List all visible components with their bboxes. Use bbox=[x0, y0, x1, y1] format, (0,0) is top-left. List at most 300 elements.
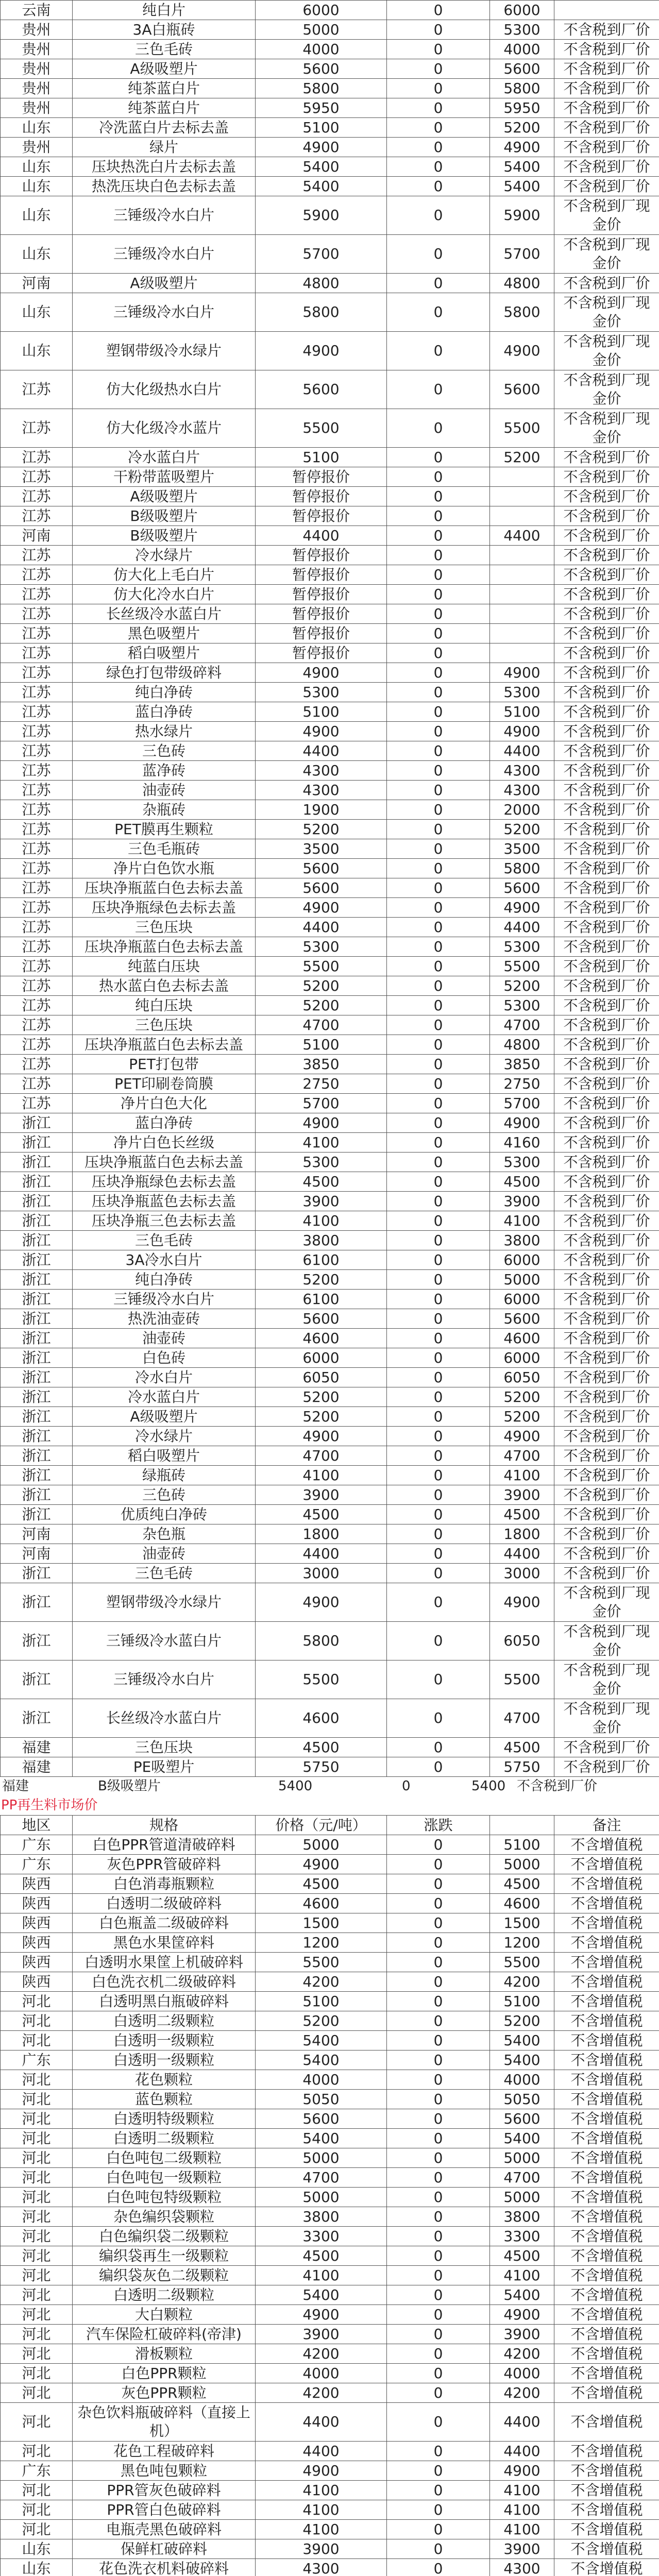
price-cell: 4000 bbox=[256, 2364, 387, 2383]
prev-price-cell: 3850 bbox=[490, 1055, 554, 1074]
note-cell: 不含税到厂价 bbox=[554, 506, 659, 526]
table-row bbox=[1, 409, 659, 448]
change-cell: 0 bbox=[387, 781, 490, 800]
price-cell: 3850 bbox=[256, 1055, 387, 1074]
prev-price-cell bbox=[490, 467, 554, 487]
note-cell: 不含增值税 bbox=[554, 2246, 659, 2266]
spec-cell: PPR管白色破碎料 bbox=[73, 2500, 256, 2520]
spec-cell: 三锤级冷水白片 bbox=[73, 293, 256, 332]
region-cell: 河北 bbox=[1, 2266, 73, 2285]
spec-cell: 花色洗衣机料破碎料 bbox=[73, 2559, 256, 2576]
region-cell: 河北 bbox=[1, 1992, 73, 2011]
region-cell: 浙江 bbox=[1, 1211, 73, 1231]
spec-cell: 长丝级冷水蓝白片 bbox=[73, 604, 256, 624]
change-cell: 0 bbox=[387, 2539, 490, 2559]
note-cell: 不含税到厂价 bbox=[554, 781, 659, 800]
price-cell: 4100 bbox=[256, 2481, 387, 2500]
prev-price-cell: 5300 bbox=[490, 996, 554, 1015]
spec-cell: 冷洗蓝白片去标去盖 bbox=[73, 118, 256, 138]
region-cell: 陕西 bbox=[1, 1874, 73, 1894]
prev-price-cell: 5600 bbox=[490, 1309, 554, 1329]
change-cell: 0 bbox=[387, 839, 490, 859]
change-cell: 0 bbox=[387, 2383, 490, 2403]
prev-price-cell: 5600 bbox=[490, 59, 554, 79]
prev-price-cell: 6000 bbox=[490, 1290, 554, 1309]
price-cell: 4200 bbox=[256, 1972, 387, 1992]
change-cell: 0 bbox=[387, 2207, 490, 2227]
price-cell: 5750 bbox=[256, 1757, 387, 1777]
region-cell: 江苏 bbox=[1, 604, 73, 624]
spec-cell: 热洗压块白色去标去盖 bbox=[73, 177, 256, 196]
price-cell: 4500 bbox=[256, 1172, 387, 1192]
table-row bbox=[1, 2461, 659, 2481]
price-cell: 5800 bbox=[256, 1622, 387, 1660]
change-cell: 0 bbox=[387, 2403, 490, 2442]
note-cell: 不含增值税 bbox=[554, 2500, 659, 2520]
prev-price-cell: 4900 bbox=[490, 2305, 554, 2325]
change-cell: 0 bbox=[387, 448, 490, 467]
spec-cell: 三色毛瓶砖 bbox=[73, 839, 256, 859]
spec-cell: 热水绿片 bbox=[73, 722, 256, 741]
prev-price-cell: 5050 bbox=[490, 2090, 554, 2109]
note-cell: 不含增值税 bbox=[554, 2129, 659, 2148]
prev-price-cell: 6000 bbox=[490, 1348, 554, 1368]
price-cell: 5400 bbox=[256, 2031, 387, 2050]
prev-price-cell: 5400 bbox=[490, 177, 554, 196]
note-cell: 不含税到厂价 bbox=[554, 1564, 659, 1583]
spec-cell: 白色编织袋二级颗粒 bbox=[73, 2227, 256, 2246]
spec-cell: 绿色打包带级碎料 bbox=[73, 663, 256, 683]
spec-cell: B级吸塑片 bbox=[73, 506, 256, 526]
change-cell: 0 bbox=[387, 506, 490, 526]
spec-cell: 纯茶蓝白片 bbox=[73, 79, 256, 98]
change-cell: 0 bbox=[387, 1015, 490, 1035]
price-cell: 5300 bbox=[256, 1153, 387, 1172]
table-row bbox=[1, 1387, 659, 1407]
prev-price-cell: 4900 bbox=[490, 663, 554, 683]
note-cell: 不含增值税 bbox=[554, 2481, 659, 2500]
region-cell: 浙江 bbox=[1, 1505, 73, 1524]
change-cell: 0 bbox=[387, 1074, 490, 1094]
region-cell: 浙江 bbox=[1, 1660, 73, 1699]
region-cell: 贵州 bbox=[1, 138, 73, 157]
change-cell: 0 bbox=[387, 1874, 490, 1894]
note-cell: 不含增值税 bbox=[554, 2050, 659, 2070]
prev-price-cell: 4200 bbox=[490, 2344, 554, 2364]
note-cell: 不含增值税 bbox=[554, 2266, 659, 2285]
spec-cell: PET打包带 bbox=[73, 1055, 256, 1074]
note-cell: 不含增值税 bbox=[554, 1913, 659, 1933]
table-row bbox=[1, 1972, 659, 1992]
prev-price-cell: 4400 bbox=[490, 2403, 554, 2442]
note-cell: 不含税到厂价 bbox=[554, 59, 659, 79]
note-cell bbox=[554, 1, 659, 20]
note-cell: 不含增值税 bbox=[554, 2031, 659, 2050]
spec-cell: 绿片 bbox=[73, 138, 256, 157]
table-row bbox=[1, 1368, 659, 1387]
region-cell: 山东 bbox=[1, 157, 73, 177]
change-cell: 0 bbox=[387, 98, 490, 118]
note-cell: 不含增值税 bbox=[554, 2539, 659, 2559]
note-cell: 不含税到厂价 bbox=[554, 79, 659, 98]
table-row bbox=[1, 859, 659, 878]
change-cell: 0 bbox=[387, 370, 490, 409]
note-cell: 不含增值税 bbox=[554, 1972, 659, 1992]
note-cell: 不含增值税 bbox=[554, 2148, 659, 2168]
price-cell: 5600 bbox=[256, 1309, 387, 1329]
price-cell: 5400 bbox=[256, 2050, 387, 2070]
table-row bbox=[1, 2285, 659, 2305]
note-cell: 不含税到厂价 bbox=[554, 467, 659, 487]
region-cell: 江苏 bbox=[1, 937, 73, 957]
region-cell: 广东 bbox=[1, 2461, 73, 2481]
change-cell: 0 bbox=[387, 1757, 490, 1777]
region-cell: 浙江 bbox=[1, 1583, 73, 1622]
price-cell: 5800 bbox=[256, 293, 387, 332]
note-cell: 不含增值税 bbox=[554, 2305, 659, 2325]
price-cell: 3500 bbox=[256, 839, 387, 859]
note-cell: 不含增值税 bbox=[554, 2285, 659, 2305]
table-row bbox=[1, 624, 659, 643]
table-row bbox=[1, 1250, 659, 1270]
price-cell: 5600 bbox=[256, 59, 387, 79]
note-cell: 不含税到厂价 bbox=[554, 1466, 659, 1485]
change-cell: 0 bbox=[387, 741, 490, 761]
price-cell: 4900 bbox=[256, 1855, 387, 1874]
price-cell: 3900 bbox=[256, 1192, 387, 1211]
price-cell: 4300 bbox=[256, 2559, 387, 2576]
prev-price-cell: 5000 bbox=[490, 1855, 554, 1874]
spec-cell: 汽车保险杠破碎料(帝津) bbox=[73, 2325, 256, 2344]
price-cell: 4000 bbox=[256, 2070, 387, 2090]
prev-price-cell: 5200 bbox=[490, 820, 554, 839]
region-cell: 河北 bbox=[1, 2129, 73, 2148]
change-cell: 0 bbox=[387, 1231, 490, 1250]
note-cell: 不含税到厂价 bbox=[554, 177, 659, 196]
spec-cell: 冷水绿片 bbox=[73, 546, 256, 565]
price-cell: 3900 bbox=[256, 1485, 387, 1505]
table-row bbox=[1, 1622, 659, 1660]
region-cell: 浙江 bbox=[1, 1113, 73, 1133]
table-row bbox=[1, 1992, 659, 2011]
note-cell: 不含税到厂价 bbox=[554, 448, 659, 467]
change-cell: 0 bbox=[387, 546, 490, 565]
price-cell: 1800 bbox=[256, 1524, 387, 1544]
price-cell: 5600 bbox=[256, 878, 387, 898]
region-cell: 河北 bbox=[1, 2403, 73, 2442]
note-cell: 不含税到厂价 bbox=[554, 663, 659, 683]
price-cell: 5800 bbox=[256, 79, 387, 98]
table-row bbox=[1, 937, 659, 957]
price-cell: 4300 bbox=[256, 761, 387, 781]
prev-price-cell: 5200 bbox=[490, 118, 554, 138]
note-cell: 不含税到厂价 bbox=[554, 565, 659, 585]
prev-price-cell: 4700 bbox=[490, 1446, 554, 1466]
change-cell: 0 bbox=[387, 1113, 490, 1133]
price-cell: 5200 bbox=[256, 1270, 387, 1290]
prev-price-cell bbox=[490, 643, 554, 663]
prev-price-cell: 5200 bbox=[490, 1407, 554, 1427]
prev-price-cell: 4100 bbox=[490, 2266, 554, 2285]
price-cell: 3900 bbox=[256, 2539, 387, 2559]
spec-cell: 三色压块 bbox=[73, 1015, 256, 1035]
price-cell: 4600 bbox=[256, 1699, 387, 1738]
note-cell: 不含增值税 bbox=[554, 2325, 659, 2344]
prev-price-cell: 5500 bbox=[490, 957, 554, 976]
price-cell: 暂停报价 bbox=[256, 565, 387, 585]
change-cell: 0 bbox=[387, 2129, 490, 2148]
spec-cell: 仿大化上毛白片 bbox=[73, 565, 256, 585]
prev-price-cell: 5400 bbox=[490, 2129, 554, 2148]
region-cell: 江苏 bbox=[1, 1094, 73, 1113]
change-cell: 0 bbox=[387, 1309, 490, 1329]
note-cell: 不含税到厂价 bbox=[554, 1738, 659, 1757]
table-row bbox=[1, 643, 659, 663]
region-cell: 江苏 bbox=[1, 506, 73, 526]
spec-cell: 白色洗衣机二级破碎料 bbox=[73, 1972, 256, 1992]
note-cell: 不含增值税 bbox=[554, 2344, 659, 2364]
spec-cell: 三色毛砖 bbox=[73, 1231, 256, 1250]
price-cell: 5600 bbox=[256, 859, 387, 878]
price-cell: 5200 bbox=[256, 820, 387, 839]
price-cell: 暂停报价 bbox=[256, 624, 387, 643]
table-row bbox=[1, 1953, 659, 1972]
note-cell: 不含税到厂现金价 bbox=[554, 235, 659, 274]
change-cell: 0 bbox=[387, 138, 490, 157]
spec-cell: 三锤级冷水白片 bbox=[73, 1660, 256, 1699]
region-cell: 浙江 bbox=[1, 1309, 73, 1329]
price-cell: 4200 bbox=[256, 2383, 387, 2403]
table-row bbox=[1, 177, 659, 196]
spec-cell: 白透明黑白瓶破碎料 bbox=[73, 1992, 256, 2011]
table-row bbox=[1, 2481, 659, 2500]
price-cell: 3900 bbox=[256, 2325, 387, 2344]
region-cell: 浙江 bbox=[1, 1485, 73, 1505]
table-row bbox=[1, 565, 659, 585]
region-cell: 江苏 bbox=[1, 761, 73, 781]
spec-cell: 纯蓝白压块 bbox=[73, 957, 256, 976]
change-cell: 0 bbox=[387, 1290, 490, 1309]
region-cell: 贵州 bbox=[1, 79, 73, 98]
price-cell: 5950 bbox=[256, 98, 387, 118]
note-cell: 不含税到厂价 bbox=[554, 1172, 659, 1192]
prev-price-cell: 4900 bbox=[490, 1113, 554, 1133]
region-cell: 广东 bbox=[1, 1835, 73, 1855]
prev-price-cell: 2000 bbox=[490, 800, 554, 820]
price-cell: 3000 bbox=[256, 1564, 387, 1583]
change-cell: 0 bbox=[387, 2168, 490, 2188]
spec-cell: 塑钢带级冷水绿片 bbox=[73, 1583, 256, 1622]
spec-cell: 三色压块 bbox=[73, 918, 256, 937]
prev-price-cell: 5600 bbox=[490, 878, 554, 898]
price-cell: 1900 bbox=[256, 800, 387, 820]
spec-cell: 蓝白净砖 bbox=[73, 1113, 256, 1133]
spec-cell: 纯白净砖 bbox=[73, 683, 256, 702]
region-cell: 山东 bbox=[1, 293, 73, 332]
table-row bbox=[1, 2344, 659, 2364]
region-cell: 山东 bbox=[1, 2559, 73, 2576]
region-cell: 江苏 bbox=[1, 663, 73, 683]
price-cell: 1500 bbox=[256, 1913, 387, 1933]
change-cell: 0 bbox=[387, 20, 490, 40]
region-cell: 江苏 bbox=[1, 467, 73, 487]
prev-price-cell: 5000 bbox=[490, 1270, 554, 1290]
spec-cell: 优质纯白净砖 bbox=[73, 1505, 256, 1524]
prev-price-cell: 4400 bbox=[490, 1544, 554, 1564]
prev-price-cell: 4900 bbox=[490, 2461, 554, 2481]
spec-cell: 仿大化级热水白片 bbox=[73, 370, 256, 409]
change-cell: 0 bbox=[387, 2520, 490, 2539]
change-cell: 0 bbox=[387, 624, 490, 643]
prev-price-cell bbox=[490, 546, 554, 565]
price-cell: 暂停报价 bbox=[256, 643, 387, 663]
table-row bbox=[1, 274, 659, 293]
change-cell: 0 bbox=[387, 2461, 490, 2481]
spec-cell: 白色吨包一级颗粒 bbox=[73, 2168, 256, 2188]
price-cell: 5600 bbox=[256, 370, 387, 409]
prev-price-cell: 5300 bbox=[490, 937, 554, 957]
price-cell: 4100 bbox=[256, 2266, 387, 2285]
table-row bbox=[1, 2090, 659, 2109]
price-cell: 3800 bbox=[256, 1231, 387, 1250]
prev-price-cell: 3000 bbox=[490, 1564, 554, 1583]
region-cell: 河北 bbox=[1, 2168, 73, 2188]
note-cell: 不含税到厂价 bbox=[554, 1407, 659, 1427]
note-cell: 不含税到厂价 bbox=[554, 957, 659, 976]
table-row bbox=[1, 1094, 659, 1113]
change-cell: 0 bbox=[387, 2246, 490, 2266]
table-row bbox=[1, 898, 659, 918]
prev-price-cell: 5950 bbox=[490, 98, 554, 118]
price-cell: 4000 bbox=[256, 40, 387, 59]
change-cell: 0 bbox=[387, 1172, 490, 1192]
note-cell: 不含税到厂价 bbox=[554, 20, 659, 40]
region-cell: 浙江 bbox=[1, 1387, 73, 1407]
table-row bbox=[1, 820, 659, 839]
table-row bbox=[1, 918, 659, 937]
price-cell: 5400 bbox=[256, 177, 387, 196]
table-row bbox=[1, 1, 659, 20]
note-cell: 不含税到厂价 bbox=[554, 918, 659, 937]
table-row bbox=[1, 2148, 659, 2168]
note-cell: 不含税到厂价 bbox=[554, 1329, 659, 1348]
change-cell: 0 bbox=[387, 1348, 490, 1368]
prev-price-cell: 5400 bbox=[490, 2031, 554, 2050]
region-cell: 浙江 bbox=[1, 1407, 73, 1427]
change-cell: 0 bbox=[387, 898, 490, 918]
spec-cell: 压块净瓶绿色去标去盖 bbox=[73, 1172, 256, 1192]
note-cell: 不含增值税 bbox=[554, 1992, 659, 2011]
spec-cell: 电瓶壳黑色破碎料 bbox=[73, 2520, 256, 2539]
region-cell: 陕西 bbox=[1, 1972, 73, 1992]
prev-price-cell: 6000 bbox=[490, 1250, 554, 1270]
spec-cell: 灰色PPR管破碎料 bbox=[73, 1855, 256, 1874]
price-cell: 5600 bbox=[256, 2109, 387, 2129]
table-row bbox=[1, 839, 659, 859]
table-row bbox=[1, 957, 659, 976]
spec-cell: A级吸塑片 bbox=[73, 487, 256, 506]
spec-cell: 压块净瓶绿色去标去盖 bbox=[73, 898, 256, 918]
change-cell: 0 bbox=[387, 2364, 490, 2383]
table-header-row bbox=[1, 1816, 659, 1835]
note-cell: 不含税到厂价 bbox=[554, 1485, 659, 1505]
note-cell: 不含税到厂价 bbox=[554, 1387, 659, 1407]
note-cell: 不含税到厂价 bbox=[554, 157, 659, 177]
table-row bbox=[1, 2266, 659, 2285]
table-row bbox=[1, 1074, 659, 1094]
note-cell: 不含税到厂价 bbox=[554, 643, 659, 663]
region-cell: 福建 bbox=[1, 1738, 73, 1757]
price-cell: 4400 bbox=[256, 1544, 387, 1564]
region-cell: 浙江 bbox=[1, 1192, 73, 1211]
change-cell: 0 bbox=[387, 1387, 490, 1407]
loose-note: 不含税到厂价 bbox=[517, 1778, 598, 1794]
prev-price-cell: 5800 bbox=[490, 293, 554, 332]
change-cell: 0 bbox=[387, 1544, 490, 1564]
spec-cell: 白透明一级颗粒 bbox=[73, 2031, 256, 2050]
spec-cell: 白色消毒瓶颗粒 bbox=[73, 1874, 256, 1894]
spec-cell: 稻白吸塑片 bbox=[73, 643, 256, 663]
spec-cell: 油壶砖 bbox=[73, 1329, 256, 1348]
price-cell: 4700 bbox=[256, 1446, 387, 1466]
change-cell: 0 bbox=[387, 565, 490, 585]
note-cell: 不含增值税 bbox=[554, 2227, 659, 2246]
price-cell: 5000 bbox=[256, 2148, 387, 2168]
prev-price-cell: 5000 bbox=[490, 2148, 554, 2168]
header-blank bbox=[490, 1816, 554, 1835]
prev-price-cell: 4300 bbox=[490, 2559, 554, 2576]
price-cell: 4900 bbox=[256, 332, 387, 370]
price-cell: 暂停报价 bbox=[256, 585, 387, 604]
prev-price-cell: 3900 bbox=[490, 2325, 554, 2344]
table-row bbox=[1, 2050, 659, 2070]
region-cell: 江苏 bbox=[1, 839, 73, 859]
note-cell: 不含税到厂现金价 bbox=[554, 293, 659, 332]
region-cell: 江苏 bbox=[1, 585, 73, 604]
prev-price-cell: 4400 bbox=[490, 741, 554, 761]
note-cell: 不含税到厂价 bbox=[554, 1192, 659, 1211]
change-cell: 0 bbox=[387, 2285, 490, 2305]
table-row bbox=[1, 1855, 659, 1874]
spec-cell: 白透明二级颗粒 bbox=[73, 2129, 256, 2148]
prev-price-cell: 4500 bbox=[490, 2246, 554, 2266]
price-cell: 4400 bbox=[256, 2403, 387, 2442]
region-cell: 河南 bbox=[1, 1544, 73, 1564]
price-cell: 4500 bbox=[256, 1874, 387, 1894]
prev-price-cell: 6050 bbox=[490, 1368, 554, 1387]
spec-cell: 三色毛砖 bbox=[73, 1564, 256, 1583]
table-row bbox=[1, 1874, 659, 1894]
change-cell: 0 bbox=[387, 1466, 490, 1485]
spec-cell: 白透明特级颗粒 bbox=[73, 2109, 256, 2129]
prev-price-cell: 1500 bbox=[490, 1913, 554, 1933]
region-cell: 江苏 bbox=[1, 996, 73, 1015]
region-cell: 浙江 bbox=[1, 1250, 73, 1270]
prev-price-cell: 1200 bbox=[490, 1933, 554, 1953]
loose-price-line bbox=[0, 1777, 659, 1796]
note-cell: 不含税到厂价 bbox=[554, 1094, 659, 1113]
change-cell: 0 bbox=[387, 40, 490, 59]
region-cell: 江苏 bbox=[1, 370, 73, 409]
prev-price-cell: 4100 bbox=[490, 2500, 554, 2520]
prev-price-cell: 5600 bbox=[490, 370, 554, 409]
header-region: 地区 bbox=[1, 1816, 73, 1835]
note-cell: 不含税到厂价 bbox=[554, 761, 659, 781]
spec-cell: 白透明二级破碎料 bbox=[73, 1894, 256, 1913]
spec-cell: 冷水蓝白片 bbox=[73, 448, 256, 467]
table-row bbox=[1, 761, 659, 781]
spec-cell: 黑色水果筐碎料 bbox=[73, 1933, 256, 1953]
